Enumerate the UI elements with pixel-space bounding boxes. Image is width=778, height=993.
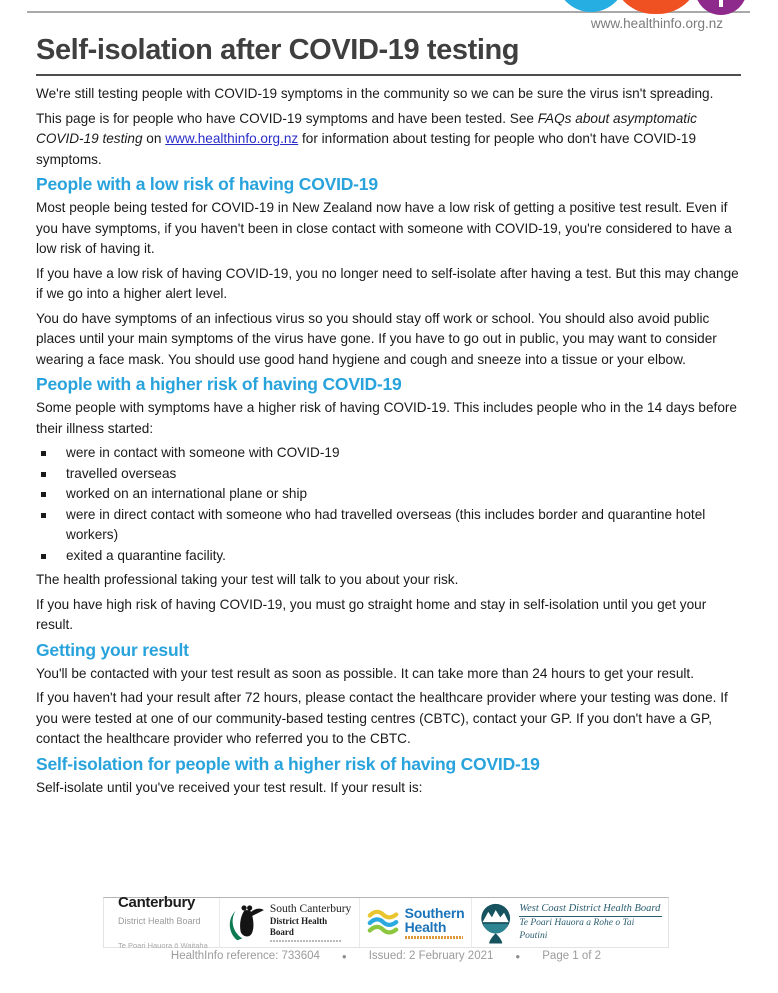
intro-p2-after: for information about testing for people who don't have COVID-19 symptoms. xyxy=(36,131,697,167)
healthinfo-logo xyxy=(540,0,778,17)
heading-getting-result: Getting your result xyxy=(36,639,189,660)
canterbury-maori-name: Te Poari Hauora ō Waitaha xyxy=(118,941,208,950)
intro-p2-mid: on xyxy=(142,131,166,146)
self-isolation-paragraph-1: Self-isolate until you've received your test result. If your result is: xyxy=(36,779,423,795)
south-canterbury-fineprint xyxy=(270,940,342,942)
higher-risk-bullet-list xyxy=(36,443,742,566)
heading-self-isolation: Self-isolation for people with a higher risk of having COVID-19 xyxy=(36,753,540,774)
southern-health-name-line2: Health xyxy=(404,919,447,935)
south-canterbury-name: South Canterbury xyxy=(269,903,352,915)
heading-low-risk: People with a low risk of having COVID-19 xyxy=(36,174,378,194)
separator-dot-icon: ● xyxy=(515,951,521,961)
low-risk-paragraph-2: If you have a low risk of having COVID-19, you no longer need to self-isolate after having a test. But this may change if we go into a higher alert level. xyxy=(36,265,739,301)
heading-higher-risk: People with a higher risk of having COVID-19 xyxy=(36,374,402,394)
southern-health-name-line1: Southern xyxy=(404,905,465,921)
logo-purple-circle-icon xyxy=(695,0,747,15)
canterbury-logo-subtitle: District Health Board xyxy=(118,916,201,926)
intro-p2-italic-title: FAQs about asymptomatic COVID-19 testing xyxy=(36,110,697,146)
list-item: were in contact with someone with COVID-19 xyxy=(36,443,742,464)
intro-paragraph-2 xyxy=(36,109,742,171)
southern-health-waves-icon xyxy=(367,908,399,938)
getting-result-paragraph-2: If you haven't had your result after 72 hours, please contact the healthcare provider where your testing was done. If you were tested at one of our community-based testing centres (CBTC), contact your GP. If you don't have a GP, contact the healthcare provider who referred you to the CBTC. xyxy=(36,690,728,746)
issued-date: Issued: 2 February 2021 xyxy=(368,950,494,962)
list-item: travelled overseas xyxy=(36,464,742,485)
south-canterbury-subtitle: District Health Board xyxy=(269,916,328,937)
canterbury-dhb-logo xyxy=(104,894,220,950)
website-url[interactable]: www.healthinfo.org.nz xyxy=(590,16,723,31)
higher-risk-paragraph-2: The health professional taking your test will talk to you about your risk. xyxy=(36,572,459,587)
intro-paragraph-1: We're still testing people with COVID-19 symptoms in the community so we can be sure the virus isn't spreading. xyxy=(36,86,714,101)
west-coast-name: West Coast District Health Board xyxy=(519,902,662,917)
page-number: Page 1 of 2 xyxy=(542,950,602,962)
separator-dot-icon: ● xyxy=(341,951,347,961)
healthinfo-link[interactable]: www.healthinfo.org.nz xyxy=(165,131,299,146)
west-coast-mountain-icon xyxy=(478,902,513,944)
south-canterbury-koru-icon xyxy=(226,903,264,943)
logo-orange-circle-icon xyxy=(612,0,700,14)
footer-meta xyxy=(103,950,669,962)
south-canterbury-dhb-logo xyxy=(220,898,360,947)
intro-p2-text: This page is for people who have COVID-19 symptoms and have been tested. See xyxy=(36,110,538,126)
page-title: Self-isolation after COVID-19 testing xyxy=(36,34,520,66)
higher-risk-paragraph-1: Some people with symptoms have a higher risk of having COVID-19. This includes people who in the 14 days before their illness started: xyxy=(36,400,737,436)
low-risk-paragraph-1: Most people being tested for COVID-19 in New Zealand now have a low risk of getting a positive test result. Even if you have symptoms, if you haven't been in close contact with someone with COVID-19, you're considered to have a low risk of having it. xyxy=(36,200,732,256)
logo-cyan-circle-icon xyxy=(556,0,626,12)
west-coast-dhb-logo xyxy=(472,898,668,947)
canterbury-logo-name: Canterbury xyxy=(118,894,196,911)
title-divider xyxy=(36,74,741,76)
logo-ring-bar xyxy=(719,0,723,7)
footer-logo-strip xyxy=(103,894,669,950)
list-item: exited a quarantine facility. xyxy=(36,546,742,567)
healthinfo-reference: HealthInfo reference: 733604 xyxy=(170,950,320,962)
west-coast-maori-name: Te Poari Hauora a Rohe o Tai Poutini xyxy=(519,918,635,941)
southern-health-logo xyxy=(360,898,472,947)
getting-result-paragraph-1: You'll be contacted with your test result as soon as possible. It can take more than 24 hours to get your result. xyxy=(36,665,694,681)
document-body xyxy=(36,84,742,802)
list-item: worked on an international plane or ship xyxy=(36,484,742,505)
southern-health-tagline xyxy=(405,936,463,939)
higher-risk-paragraph-3: If you have high risk of having COVID-19, you must go straight home and stay in self-isolation until you get your result. xyxy=(36,596,707,632)
low-risk-paragraph-3: You do have symptoms of an infectious virus so you should stay off work or school. You should also avoid public places until your main symptoms of the virus have gone. If you have to go out in public, you may want to consider wearing a face mask. You should use good hand hygiene and cough and sneeze into a tissue or your elbow. xyxy=(36,310,717,367)
list-item: were in direct contact with someone who had travelled overseas (this includes border and quarantine hotel workers) xyxy=(36,505,742,546)
